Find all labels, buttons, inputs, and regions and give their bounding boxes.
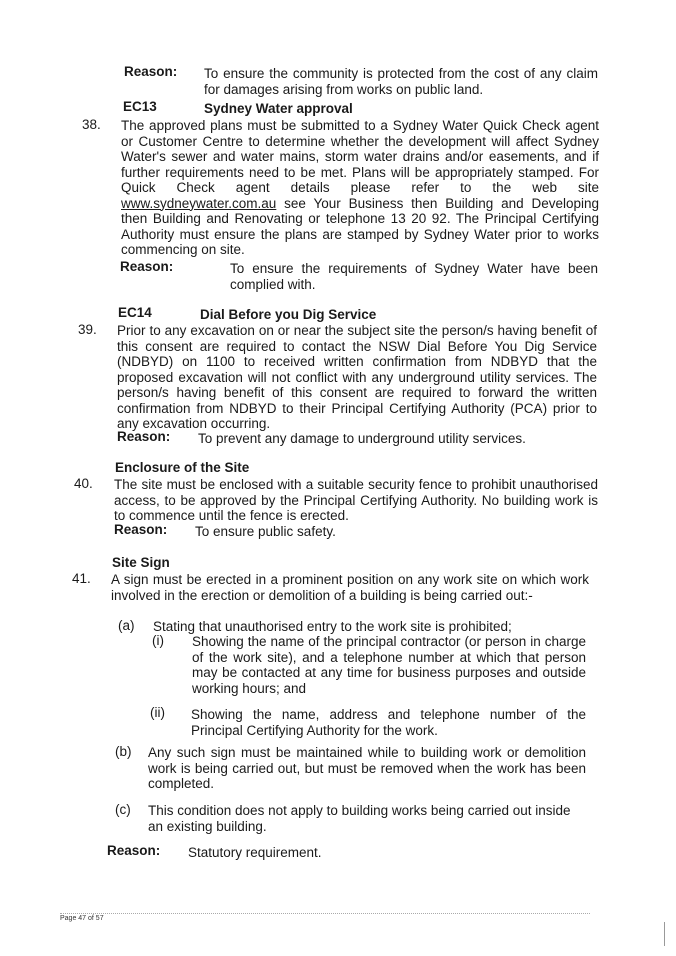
reason-text: To prevent any damage to underground utility services. — [198, 431, 526, 446]
sub-item-label: (a) — [118, 618, 135, 633]
reason-text: To ensure public safety. — [195, 524, 336, 539]
condition-body-text: The approved plans must be submitted to a Sydney Water Quick Check agent or Customer Centre to determine whether the development will affect Sydney Water's sewer and water mains, storm water drains and/or easements, and if further requirements need to be met. Plans will be appropriately stamped. For Quick Check agent details please refer to the web site — [121, 118, 599, 195]
sub-item-label: (b) — [115, 744, 132, 759]
condition-number: 41. — [72, 571, 91, 586]
sub-item-text: Any such sign must be maintained while to building work or demolition work is being carried out, but must be removed when the work has been completed. — [148, 745, 586, 791]
condition-code: EC14 — [118, 305, 152, 320]
condition-body: A sign must be erected in a prominent position on any work site on which work involved in the erection or demolition of a building is being carried out:- — [111, 572, 589, 603]
condition-body: Prior to any excavation on or near the subject site the person/s having benefit of this consent are required to contact the NSW Dial Before You Dig Service (NDBYD) on 1100 to received written confirmation from NDBYD that the proposed excavation will not conflict with any underground utility services. The person/s having benefit of this consent are required to forward the written confirmation from NDBYD to their Principal Certifying Authority (PCA) prior to any excavation occurring. — [117, 323, 597, 431]
sydney-water-link[interactable]: www.sydneywater.com.au — [121, 195, 277, 211]
reason-text: To ensure the community is protected from the cost of any claim for damages arising from works on public land. — [204, 66, 598, 97]
condition-body: The site must be enclosed with a suitable security fence to prohibit unauthorised access, to be approved by the Principal Certifying Authority. No building work is to commence until the fence is erected. — [114, 477, 598, 523]
sub-sub-item-label: (i) — [152, 633, 164, 648]
condition-code: EC13 — [123, 99, 157, 114]
sub-sub-item-label: (ii) — [150, 705, 165, 720]
condition-body — [121, 118, 599, 258]
condition-title: Site Sign — [112, 555, 170, 570]
page-number: Page 47 of 57 — [60, 915, 104, 922]
sub-sub-item-text: Showing the name, address and telephone number of the Principal Certifying Authority for the work. — [191, 707, 586, 738]
reason-text: To ensure the requirements of Sydney Water have been complied with. — [230, 261, 598, 292]
reason-label: Reason: — [117, 429, 171, 444]
reason-label: Reason: — [124, 64, 178, 79]
condition-title: Sydney Water approval — [204, 101, 353, 116]
condition-title: Dial Before you Dig Service — [200, 307, 377, 322]
margin-mark — [664, 922, 665, 946]
sub-item-label: (c) — [115, 802, 131, 817]
reason-text: Statutory requirement. — [188, 845, 322, 860]
reason-label: Reason: — [120, 259, 174, 274]
page-footer — [60, 913, 590, 923]
condition-number: 39. — [78, 322, 97, 337]
sub-item-text: This condition does not apply to building works being carried out inside an existing building. — [148, 803, 571, 834]
sub-item-text: Stating that unauthorised entry to the work site is prohibited; — [153, 619, 512, 634]
condition-body-text-cont: see Your Business then Building and Developing then Building and Renovating or telephone 13 20 92. The Principal Certifying Authority must ensure the plans are stamped by Sydney Water prior to works commencing on site. — [121, 195, 599, 257]
condition-title: Enclosure of the Site — [115, 460, 250, 475]
sub-sub-item-text: Showing the name of the principal contractor (or person in charge of the work site), and a telephone number at which that person may be contacted at any time for business purposes and outside working hours; and — [192, 634, 586, 696]
condition-number: 40. — [74, 476, 93, 491]
reason-label: Reason: — [107, 843, 161, 858]
condition-number: 38. — [82, 117, 101, 132]
reason-label: Reason: — [114, 522, 168, 537]
